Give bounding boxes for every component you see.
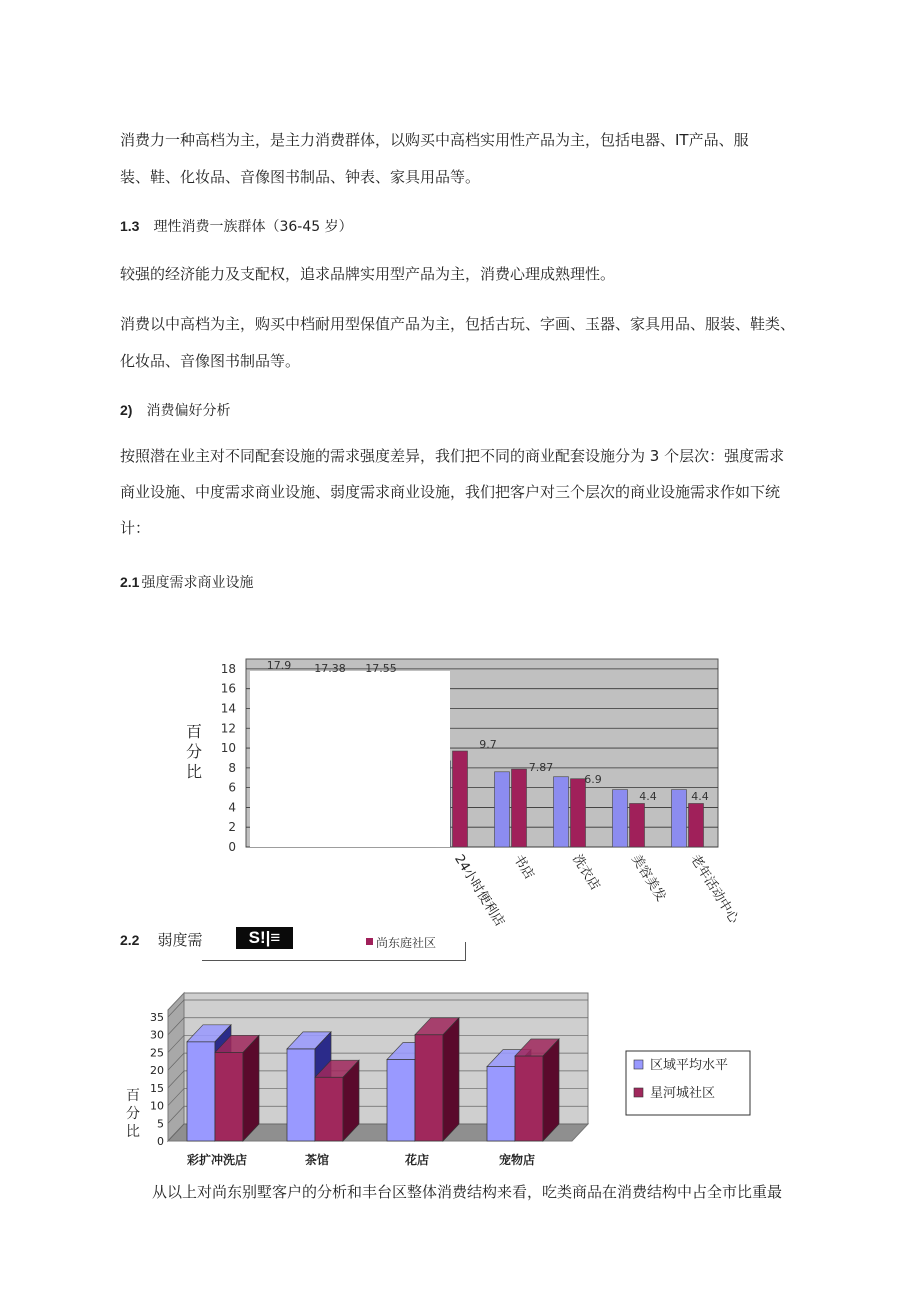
bar-side <box>443 1018 459 1141</box>
section-heading-2 <box>120 400 230 420</box>
y-tick-label: 15 <box>150 1081 164 1095</box>
section-number: 2.2 <box>120 932 140 948</box>
y-tick-label: 12 <box>220 721 236 736</box>
section-title: 消费偏好分析 <box>146 403 231 419</box>
bar <box>630 803 645 847</box>
weak-demand-chart <box>0 988 920 1178</box>
legend-label: 尚东庭社区 <box>376 936 437 950</box>
bar <box>387 1060 415 1141</box>
section-heading-1-3 <box>120 216 353 236</box>
data-label: 6.9 <box>584 773 602 786</box>
bar <box>495 772 510 847</box>
section-heading-2-1 <box>120 572 253 592</box>
legend-swatch <box>634 1088 643 1097</box>
y-tick-label: 35 <box>150 1011 164 1024</box>
y-tick-label: 0 <box>157 1135 164 1148</box>
bar <box>515 1056 543 1141</box>
legend-swatch <box>634 1060 643 1069</box>
y-tick-label: 18 <box>220 661 236 676</box>
y-tick-label: 30 <box>150 1028 164 1042</box>
x-tick-label: 宠物店 <box>498 1153 536 1167</box>
side-wall <box>168 993 184 1141</box>
bar <box>571 779 586 847</box>
paragraph-2 <box>120 264 810 285</box>
strong-demand-chart <box>0 652 920 932</box>
paragraph-line: 商业设施、中度需求商业设施、弱度需求商业设施，我们把客户对三个层次的商业设施需求作如下统 <box>120 483 781 501</box>
paragraph-line: 计： <box>120 519 151 537</box>
y-axis-label: 比 <box>185 762 203 781</box>
data-label: 17.9 <box>266 659 292 672</box>
paragraph-5 <box>152 1182 812 1203</box>
paragraph-line: 从以上对尚东别墅客户的分析和丰台区整体消费结构来看，吃类商品在消费结构中占全市比重最 <box>152 1183 783 1201</box>
bar-side <box>243 1035 259 1141</box>
data-label: 4.4 <box>639 790 657 803</box>
section-number: 1.3 <box>120 218 140 234</box>
paragraph-line: 较强的经济能力及支配权，追求品牌实用型产品为主，消费心理成熟理性。 <box>120 265 616 283</box>
paragraph-line: 按照潜在业主对不同配套设施的需求强度差异，我们把不同的商业配套设施分为 3 个层次：强度需求 <box>120 447 785 465</box>
data-label: 4.4 <box>691 790 709 803</box>
section-title: 弱度需 <box>157 931 203 949</box>
section-title: 强度需求商业设施 <box>141 575 254 591</box>
bar-side <box>543 1039 559 1141</box>
paragraph-line: 化妆品、音像图书制品等。 <box>120 352 301 370</box>
x-tick-label: 美容美发 <box>628 852 669 905</box>
bar <box>554 777 569 847</box>
y-tick-label: 10 <box>150 1099 164 1113</box>
bar <box>415 1035 443 1141</box>
paragraph-3 <box>120 314 810 372</box>
y-tick-label: 6 <box>228 780 236 795</box>
section-title: 理性消费一族群体（36-45 岁） <box>153 219 353 235</box>
paragraph-4 <box>120 446 810 539</box>
x-tick-label: 彩扩冲洗店 <box>186 1153 248 1167</box>
x-tick-label: 老年活动中心 <box>687 852 742 927</box>
bar <box>512 769 527 847</box>
section-number: 2) <box>120 402 133 418</box>
artifact-badge: S!|≡ <box>236 927 293 949</box>
paragraph-line: 消费力一种高档为主，是主力消费群体，以购买中高档实用性产品为主，包括电器、IT产品、服 <box>120 131 749 149</box>
y-axis-label: 百 <box>126 1088 140 1104</box>
data-label: 7.87 <box>528 761 554 774</box>
bar <box>672 790 687 847</box>
bar <box>689 803 704 847</box>
x-tick-label: 24小时便利店 <box>451 852 508 930</box>
bar <box>613 790 628 847</box>
legend-swatch <box>366 938 373 945</box>
x-tick-label: 茶馆 <box>304 1153 330 1167</box>
y-axis-label: 比 <box>126 1124 140 1140</box>
y-tick-label: 20 <box>150 1064 164 1078</box>
bar <box>453 751 468 847</box>
bar <box>315 1077 343 1141</box>
y-axis-label: 分 <box>126 1106 140 1122</box>
bar <box>187 1042 215 1141</box>
y-axis-label: 百 <box>185 722 203 741</box>
y-tick-label: 14 <box>220 701 236 716</box>
data-label: 17.38 <box>314 662 346 675</box>
y-tick-label: 0 <box>228 840 236 854</box>
y-tick-label: 16 <box>220 681 236 696</box>
y-tick-label: 8 <box>228 760 236 775</box>
data-label: 9.7 <box>479 738 497 751</box>
paragraph-line: 消费以中高档为主，购买中档耐用型保值产品为主，包括古玩、字画、玉器、家具用品、服装、鞋类、 <box>120 315 796 333</box>
y-tick-label: 4 <box>228 800 236 815</box>
section-heading-2-2 <box>120 929 202 950</box>
y-tick-label: 5 <box>157 1117 164 1131</box>
paragraph-1 <box>120 130 810 188</box>
y-tick-label: 2 <box>228 820 236 835</box>
x-tick-label: 书店 <box>510 852 537 883</box>
y-tick-label: 10 <box>220 741 236 756</box>
y-tick-label: 25 <box>150 1046 164 1060</box>
paragraph-line: 装、鞋、化妆品、音像图书制品、钟表、家具用品等。 <box>120 168 481 186</box>
legend-label: 星河城社区 <box>650 1086 716 1101</box>
bar <box>287 1049 315 1141</box>
blank-overlay <box>250 671 450 847</box>
x-tick-label: 洗衣店 <box>569 852 603 894</box>
bar <box>487 1067 515 1141</box>
x-tick-label: 花店 <box>404 1153 430 1167</box>
section-number: 2.1 <box>120 574 140 590</box>
bar <box>215 1052 243 1141</box>
data-label: 17.55 <box>365 662 397 675</box>
legend-label: 区域平均水平 <box>650 1058 729 1073</box>
y-axis-label: 分 <box>185 742 203 761</box>
